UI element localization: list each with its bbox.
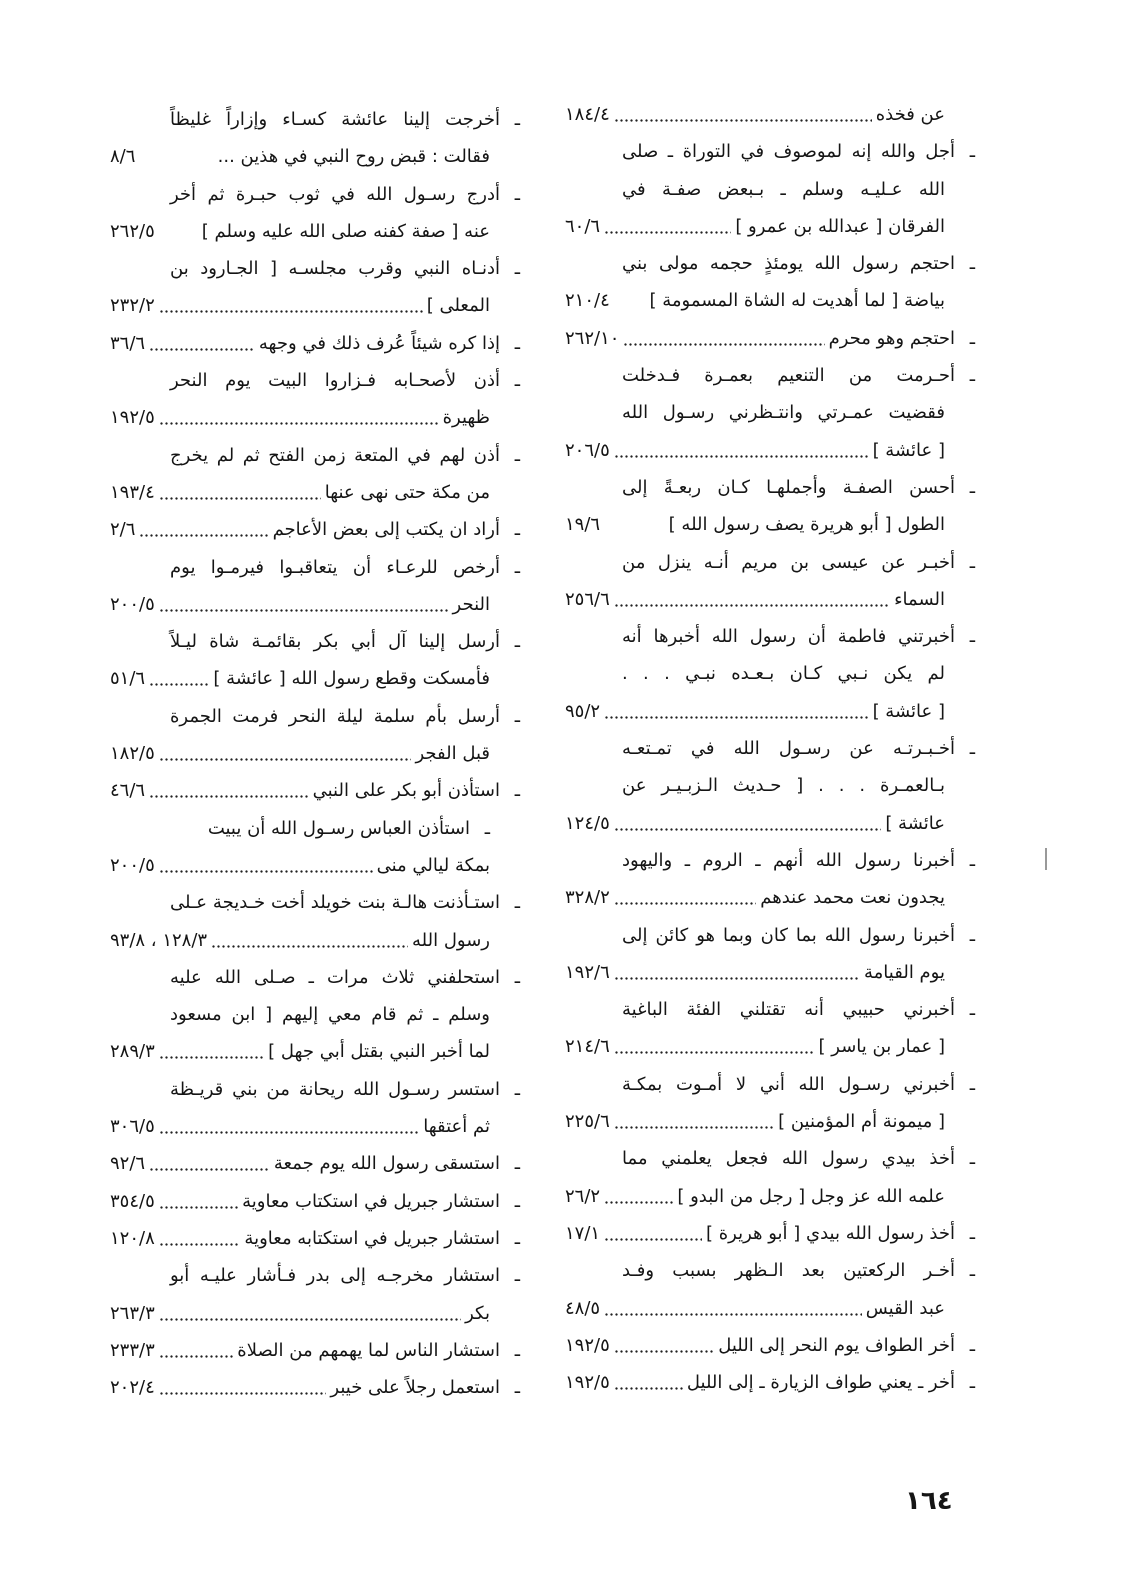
page-reference: ٢٠٦/٥: [565, 439, 610, 461]
index-text: استسقى رسول الله يوم جمعة: [273, 1153, 500, 1175]
index-text: [ عائشة ]: [872, 439, 945, 461]
index-continuation-line: [110, 996, 520, 1033]
index-text: أخرجت إلينا عائشة كسـاء وإزاراً غليظاً: [170, 109, 500, 130]
index-text: الفرقان [ عبدالله بن عمرو ]: [735, 215, 945, 237]
index-entry-line: [565, 320, 975, 357]
entry-dash-marker: ـ: [514, 183, 520, 205]
page-reference: ١٨٤/٤: [565, 104, 610, 125]
index-entry-line: [565, 917, 975, 954]
index-text: [ عمار بن ياسر ]: [818, 1036, 945, 1058]
page-reference: ٢/٦: [110, 519, 136, 541]
entry-dash-marker: ـ: [514, 444, 520, 466]
index-entry-line: [565, 1252, 975, 1289]
index-continuation-line: [110, 287, 520, 324]
page-reference: ٢٠٠/٥: [110, 854, 155, 876]
entry-dash-marker: ـ: [514, 519, 520, 541]
index-text: أخـر الركعتين بعد الـظهر بسبب وفـد: [622, 1260, 955, 1282]
index-text: أراد ان يكتب إلى بعض الأعاجم: [272, 519, 500, 541]
entry-dash-marker: ـ: [484, 817, 490, 839]
leader-dots: [604, 1290, 862, 1327]
entry-dash-marker: ـ: [514, 705, 520, 727]
entry-dash-marker: ـ: [969, 1073, 975, 1095]
index-entry-line: [565, 1215, 975, 1252]
entry-dash-marker: ـ: [969, 365, 975, 387]
index-entry-line: [110, 959, 520, 996]
entry-dash-marker: ـ: [514, 780, 520, 802]
leader-dots: [159, 1295, 461, 1332]
index-continuation-line: [110, 1295, 520, 1332]
index-entry-line: [565, 730, 975, 767]
index-text: أرسل إلينا آل أبي بكر بقائمـة شاة ليـلاً: [170, 631, 500, 653]
index-text: يجدون نعت محمد عندهم: [760, 887, 945, 909]
page-reference: ١٩٢/٥: [565, 1372, 610, 1394]
index-text: بكر: [465, 1302, 490, 1324]
page-reference: ٢٠٠/٥: [110, 593, 155, 615]
entry-dash-marker: ـ: [969, 924, 975, 946]
leader-dots: [614, 1028, 815, 1065]
entry-dash-marker: ـ: [969, 626, 975, 648]
entry-dash-marker: ـ: [514, 1153, 520, 1175]
page-reference: ١٧/١: [565, 1222, 601, 1244]
page-reference: ١٨٢/٥: [110, 743, 155, 765]
page-reference: ٩٣/٨ ، ١٢٨/٣: [110, 929, 208, 951]
entry-dash-marker: ـ: [514, 1078, 520, 1100]
index-text: أخذ بيدي رسول الله فجعل يعلمني مما: [622, 1148, 955, 1170]
index-text: علمه الله عز وجل [ رجل من البدو ]: [677, 1185, 945, 1207]
index-continuation-line: [110, 138, 520, 175]
leader-dots: [614, 581, 890, 618]
index-text: السماء: [894, 588, 945, 610]
index-text: عن فخذه: [875, 104, 945, 125]
index-text: استعمل رجلاً على خيبر: [330, 1377, 500, 1399]
entry-dash-marker: ـ: [969, 1222, 975, 1244]
leader-dots: [149, 325, 255, 362]
leader-dots: [149, 660, 209, 697]
index-text: احتجم وهو محرم: [828, 327, 955, 349]
page-reference: ٢٢٥/٦: [565, 1111, 610, 1133]
index-entry-line: [110, 101, 520, 138]
index-entry-line: [110, 250, 520, 287]
leader-dots: [604, 506, 665, 543]
index-entry-line: [565, 357, 975, 394]
index-entry-line: [110, 176, 520, 213]
leader-dots: [159, 474, 321, 511]
index-text: رسول الله: [412, 929, 490, 951]
left-column: [110, 101, 520, 1406]
index-text: قبل الفجر: [415, 743, 490, 765]
index-entry-line: [565, 544, 975, 581]
index-text: استشار مخرجـه إلى بدر فـأشار عليـه أبو: [170, 1265, 500, 1287]
entry-dash-marker: ـ: [514, 1190, 520, 1212]
entry-dash-marker: ـ: [969, 999, 975, 1021]
index-text: الله عـليـه وسلم ـ بـبعض صفـة في: [622, 178, 945, 200]
leader-dots: [159, 399, 439, 436]
index-text: أحسن الصفـة وأجملهـا كـان ربعـةً إلى: [622, 476, 955, 498]
leader-dots: [159, 586, 449, 623]
index-continuation-line: [565, 506, 975, 543]
index-entry-line: [565, 245, 975, 282]
index-text: أرخص للرعـاء أن يتعاقبـوا فيرمـوا يوم: [170, 556, 500, 578]
entry-dash-marker: ـ: [969, 1372, 975, 1394]
page-reference: ٢٠٢/٤: [110, 1377, 155, 1399]
scan-mark: [1045, 848, 1047, 870]
index-text: استأذن العباس رسـول الله أن يبيت: [207, 817, 470, 839]
index-text: أذن لهم في المتعة زمن الفتح ثم لم يخرج: [170, 444, 500, 466]
index-continuation-line: [110, 735, 520, 772]
entry-dash-marker: ـ: [969, 738, 975, 760]
index-entry-line: [110, 362, 520, 399]
right-column: [565, 96, 975, 1401]
page-reference: ٦٠/٦: [565, 215, 601, 237]
leader-dots: [614, 954, 860, 991]
index-entry-line: [565, 842, 975, 879]
entry-dash-marker: ـ: [969, 849, 975, 871]
leader-dots: [159, 213, 198, 250]
entry-dash-marker: ـ: [514, 966, 520, 988]
index-continuation-line: [565, 1290, 975, 1327]
index-text: [ عائشة ]: [872, 700, 945, 722]
index-entry-line: [110, 1183, 520, 1220]
index-text: أدرج رسـول الله في ثوب حبـرة ثم أخر: [170, 183, 500, 205]
index-text: أخر الطواف يوم النحر إلى الليل: [718, 1334, 955, 1356]
index-text: عنه [ صفة كفنه صلى الله عليه وسلم ]: [201, 220, 490, 242]
leader-dots: [159, 1220, 241, 1257]
leader-dots: [614, 1327, 714, 1364]
entry-dash-marker: ـ: [969, 551, 975, 573]
page-reference: ٥١/٦: [110, 668, 146, 690]
entry-dash-marker: ـ: [514, 258, 520, 280]
page-reference: ٢١٤/٦: [565, 1036, 610, 1058]
index-text: استشار جبريل في استكتابه معاوية: [244, 1227, 500, 1249]
leader-dots: [614, 879, 757, 916]
page-reference: ٩٢/٦: [110, 1153, 146, 1175]
index-entry-line: [110, 698, 520, 735]
index-text: أرسل بأم سلمة ليلة النحر فرمت الجمرة: [170, 705, 500, 727]
index-continuation-line: [565, 879, 975, 916]
index-text: أخبرنا رسول الله بما كان وبما هو كائن إلى: [622, 924, 955, 946]
index-continuation-line: [565, 394, 975, 431]
entry-dash-marker: ـ: [514, 892, 520, 914]
leader-dots: [159, 1183, 238, 1220]
index-text: لما أخبر النبي بقتل أبي جهل ]: [268, 1041, 490, 1063]
entry-dash-marker: ـ: [969, 253, 975, 275]
page-reference: ٢٦٢/١٠: [565, 327, 620, 349]
index-text: ظهيرة: [442, 407, 490, 429]
entry-dash-marker: ـ: [969, 476, 975, 498]
index-text: أخبرني رسـول الله أني لا أمـوت بمكـة: [622, 1073, 955, 1095]
index-entry-line: [565, 1364, 975, 1401]
page-reference: ٣٠٦/٥: [110, 1116, 155, 1138]
page-reference: ٢٦٢/٥: [110, 220, 155, 242]
index-entry-line: [110, 1332, 520, 1369]
page-number: ١٦٤: [905, 1486, 953, 1516]
leader-dots: [159, 735, 412, 772]
entry-dash-marker: ـ: [969, 1260, 975, 1282]
leader-dots: [604, 208, 731, 245]
index-entry-line: [110, 1369, 520, 1406]
page-reference: ٢٥٦/٦: [565, 588, 610, 610]
page-reference: ٢٣٣/٣: [110, 1339, 155, 1361]
index-continuation-line: [565, 1178, 975, 1215]
index-text: يوم القيامة: [864, 961, 945, 983]
index-text: أخبرتني فاطمة أن رسول الله أخبرها أنه: [622, 626, 955, 648]
index-continuation-line: [110, 474, 520, 511]
index-text: لم يكن نـبي كـان بـعـده نبـي . . .: [622, 663, 945, 685]
page-reference: ٢٣٢/٢: [110, 295, 155, 317]
index-text: ثم أعتقها: [423, 1116, 490, 1138]
leader-dots: [604, 1215, 702, 1252]
index-entry-line: [110, 437, 520, 474]
page-reference: ٣٥٤/٥: [110, 1190, 155, 1212]
leader-dots: [211, 922, 408, 959]
index-text: استسر رسـول الله ريحانة من بني قريـظة: [170, 1078, 500, 1100]
page-reference: ١٩٢/٥: [110, 407, 155, 429]
leader-dots: [159, 1369, 327, 1406]
index-text: أخذ رسول الله بيدي [ أبو هريرة ]: [705, 1222, 955, 1244]
index-text: أحـرمت من التنعيم بعمـرة فـدخلت: [622, 365, 955, 387]
index-entry-line: [110, 772, 520, 809]
leader-dots: [139, 511, 268, 548]
leader-dots: [159, 1108, 419, 1145]
index-text: المعلى ]: [426, 295, 490, 317]
leader-dots: [614, 805, 882, 842]
entry-dash-marker: ـ: [969, 327, 975, 349]
index-continuation-line: [565, 282, 975, 319]
page-reference: ١٩/٦: [565, 514, 601, 536]
index-continuation-line: [565, 655, 975, 692]
index-continuation-line: [565, 581, 975, 618]
leader-dots: [159, 287, 423, 324]
index-continuation-line: [565, 208, 975, 245]
entry-dash-marker: ـ: [514, 1377, 520, 1399]
leader-dots: [159, 1332, 234, 1369]
page-reference: ٣٢٨/٢: [565, 887, 610, 909]
index-text: استشار جبريل في استكتاب معاوية: [242, 1190, 500, 1212]
index-continuation-line: [565, 1103, 975, 1140]
index-entry-line: [565, 469, 975, 506]
page-reference: ٤٨/٥: [565, 1297, 601, 1319]
index-text: إذا كره شيئاً عُرف ذلك في وجهه: [258, 332, 500, 354]
index-text: فأمسكت وقطع رسول الله [ عائشة ]: [213, 668, 490, 690]
entry-dash-marker: ـ: [969, 1148, 975, 1170]
index-text: بياضة [ لما أهديت له الشاة المسمومة ]: [649, 290, 945, 312]
index-entry-line: [110, 1145, 520, 1182]
page-reference: ١٩٢/٦: [565, 961, 610, 983]
page-reference: ٩٥/٢: [565, 700, 601, 722]
index-text: أخر ـ يعني طواف الزيارة ـ إلى الليل: [686, 1372, 955, 1394]
leader-dots: [614, 1364, 683, 1401]
index-text: أذن لأصحـابه فـزاروا البيت يوم النحر: [170, 370, 500, 392]
leader-dots: [614, 282, 646, 319]
page-reference: ٣٦/٦: [110, 332, 146, 354]
page-reference: ٢٦/٢: [565, 1185, 601, 1207]
index-text: احتجم رسول الله يومئذٍ حجمه مولى بني: [622, 253, 955, 275]
index-text: عبد القيس: [865, 1297, 945, 1319]
page-reference: ١٢٤/٥: [565, 812, 610, 834]
index-text: بـالعمـرة . . . [ حـديث الـزبـيـر عن: [622, 775, 945, 797]
entry-dash-marker: ـ: [514, 631, 520, 653]
entry-dash-marker: ـ: [514, 1265, 520, 1287]
leader-dots: [159, 847, 373, 884]
index-continuation-line: [110, 847, 520, 884]
index-continuation-line: [110, 399, 520, 436]
entry-dash-marker: ـ: [514, 1339, 520, 1361]
index-continuation-line: [110, 586, 520, 623]
index-entry-line: [110, 1071, 520, 1108]
page-reference: ١٩٣/٤: [110, 481, 155, 503]
index-entry-line: [565, 133, 975, 170]
index-continuation-line: [565, 693, 975, 730]
index-entry-line: [110, 810, 520, 847]
entry-dash-marker: ـ: [514, 370, 520, 392]
index-entry-line: [110, 325, 520, 362]
index-text: استشار الناس لما يهمهم من الصلاة: [237, 1339, 500, 1361]
page-reference: ٢١٠/٤: [565, 290, 610, 312]
index-entry-line: [110, 884, 520, 921]
index-text: فقالت : قبض روح النبي في هذين ...: [217, 146, 490, 168]
index-text: عائشة ]: [885, 812, 945, 834]
index-continuation-line: [565, 96, 975, 133]
leader-dots: [604, 693, 868, 730]
index-continuation-line: [110, 1108, 520, 1145]
index-text: بمكة ليالي منى: [376, 854, 490, 876]
entry-dash-marker: ـ: [514, 556, 520, 578]
entry-dash-marker: ـ: [514, 109, 520, 130]
entry-dash-marker: ـ: [514, 332, 520, 354]
leader-dots: [614, 96, 872, 133]
entry-dash-marker: ـ: [514, 1227, 520, 1249]
index-entry-line: [110, 1220, 520, 1257]
index-continuation-line: [110, 922, 520, 959]
leader-dots: [149, 1145, 270, 1182]
leader-dots: [139, 138, 213, 175]
leader-dots: [614, 432, 869, 469]
index-text: أخبرنا رسول الله أنهم ـ الروم ـ واليهود: [622, 849, 955, 871]
index-continuation-line: [565, 805, 975, 842]
index-entry-line: [565, 618, 975, 655]
index-continuation-line: [565, 432, 975, 469]
index-text: وسلم ـ ثم قام معي إليهم [ ابن مسعود: [170, 1004, 490, 1026]
index-text: أجل والله إنه لموصوف في التوراة ـ صلى: [622, 141, 955, 163]
entry-dash-marker: ـ: [969, 1334, 975, 1356]
index-text: أدنـاه النبي وقرب مجلسـه [ الجـارود بن: [170, 258, 500, 280]
page-reference: ٨/٦: [110, 146, 136, 168]
index-continuation-line: [565, 954, 975, 991]
index-entry-line: [565, 1066, 975, 1103]
index-continuation-line: [565, 1028, 975, 1065]
index-entry-line: [110, 1257, 520, 1294]
leader-dots: [149, 772, 309, 809]
index-text: أخـبـرتـه عن رسـول الله في تمـتعـه: [622, 738, 955, 760]
page-reference: ١٢٠/٨: [110, 1227, 155, 1249]
index-text: [ ميمونة أم المؤمنين ]: [778, 1111, 945, 1133]
index-text: أخبرني حبيبي أنه تقتلني الفئة الباغية: [622, 999, 955, 1021]
index-text: استحلفني ثلاث مرات ـ صـلى الله عليه: [170, 966, 500, 988]
leader-dots: [159, 1033, 264, 1070]
index-continuation-line: [110, 660, 520, 697]
index-continuation-line: [110, 213, 520, 250]
index-entry-line: [565, 991, 975, 1028]
index-text: من مكة حتى نهى عنها: [324, 481, 490, 503]
leader-dots: [604, 1178, 673, 1215]
page-reference: ٢٦٣/٣: [110, 1302, 155, 1324]
index-entry-line: [110, 623, 520, 660]
index-entry-line: [110, 549, 520, 586]
index-entry-line: [565, 1140, 975, 1177]
index-continuation-line: [110, 1033, 520, 1070]
leader-dots: [614, 1103, 774, 1140]
index-text: استـأذنت هالـة بنت خويلد أخت خـديجة عـلى: [170, 892, 500, 914]
page-reference: ١٩٢/٥: [565, 1334, 610, 1356]
index-text: استأذن أبو بكر على النبي: [312, 780, 500, 802]
index-text: النحر: [452, 593, 490, 615]
index-text: الطول [ أبو هريرة يصف رسول الله ]: [668, 514, 945, 536]
entry-dash-marker: ـ: [969, 141, 975, 163]
index-entry-line: [565, 1327, 975, 1364]
page-reference: ٢٨٩/٣: [110, 1041, 155, 1063]
index-continuation-line: [565, 767, 975, 804]
index-text: أخبـر عن عيسى بن مريم أنـه ينزل من: [622, 551, 955, 573]
leader-dots: [623, 320, 824, 357]
index-entry-line: [110, 511, 520, 548]
page-reference: ٤٦/٦: [110, 780, 146, 802]
index-continuation-line: [565, 171, 975, 208]
index-text: فقضيت عمـرتي وانتـظرني رسـول الله: [622, 402, 945, 424]
